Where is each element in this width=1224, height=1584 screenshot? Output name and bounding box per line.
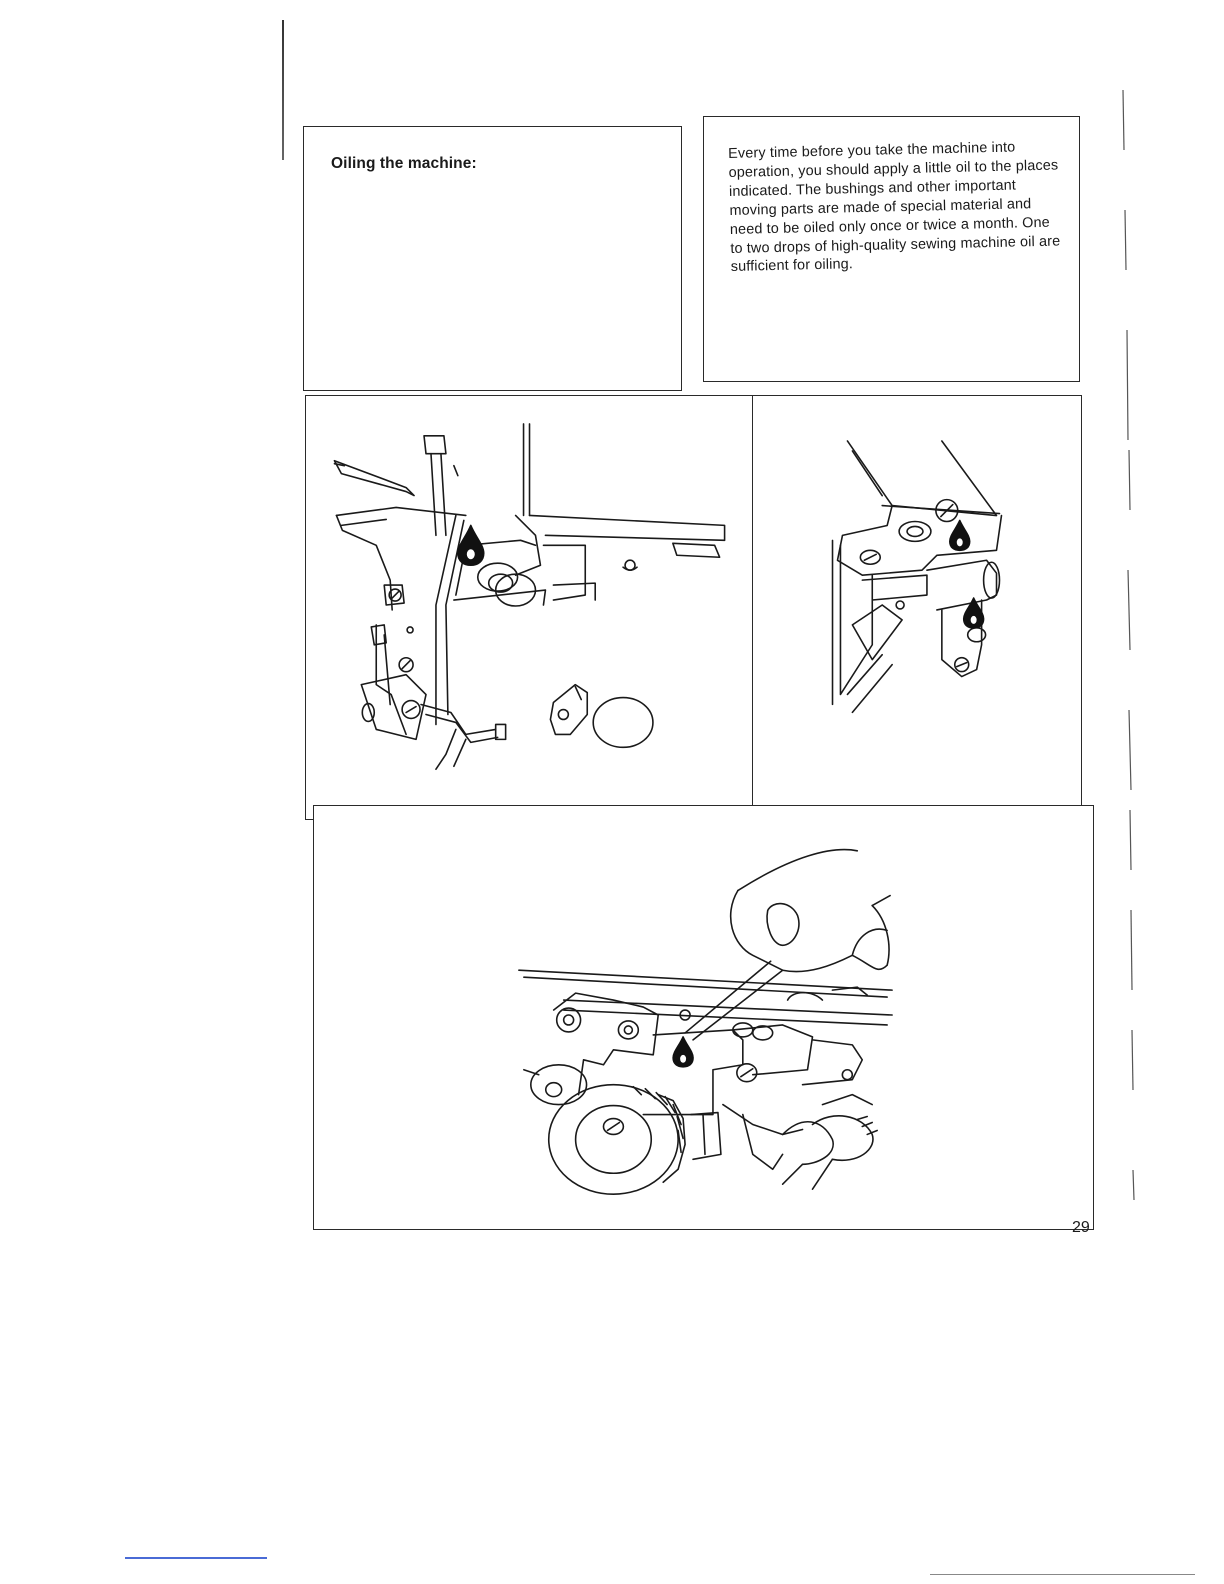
figure-mechanism xyxy=(305,395,760,820)
figure-oiling-hand xyxy=(313,805,1094,1230)
scan-bottom-rule xyxy=(930,1574,1195,1575)
scan-margin-mark xyxy=(282,20,284,160)
oiling-hand-illustration-icon xyxy=(314,806,1093,1229)
hinge-plate-illustration-icon xyxy=(753,396,1081,809)
page-number: 29 xyxy=(1072,1219,1090,1236)
mechanism-illustration-icon xyxy=(306,396,760,819)
instruction-box xyxy=(703,116,1080,382)
figure-hinge-plate xyxy=(752,395,1082,810)
heading-box xyxy=(303,126,682,391)
scan-blue-rule xyxy=(125,1557,267,1559)
instruction-text: Every time before you take the machine into operation, you should apply a little oil to the places indicated. The bushings and other important moving parts are made of special material and need to be oiled only once or twice a month. One to two drops of high-quality sewing machine oil are sufficient for oiling. xyxy=(728,139,1061,276)
section-heading: Oiling the machine: xyxy=(331,155,477,172)
scan-edge-marks xyxy=(1115,90,1139,1240)
